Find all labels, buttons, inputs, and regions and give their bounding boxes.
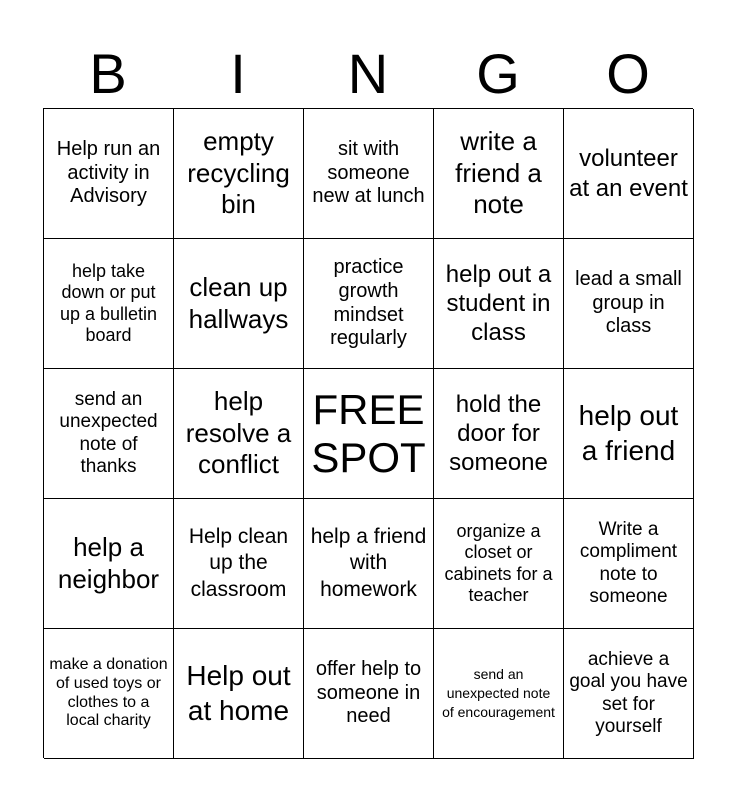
cell-text: help resolve a conflict: [185, 385, 292, 480]
bingo-cell[interactable]: [174, 109, 304, 239]
bingo-cell[interactable]: [44, 239, 174, 369]
bingo-cell[interactable]: [564, 499, 694, 629]
cell-text: send an unexpected note of encouragement: [442, 666, 555, 720]
cell-text: Write a compliment note to someone: [579, 518, 678, 607]
cell-text: Help clean up the classroom: [188, 525, 289, 601]
cell-text: help take down or put up a bulletin board: [59, 261, 158, 345]
header-letter-n: N: [347, 42, 389, 105]
bingo-cell[interactable]: [304, 629, 434, 759]
bingo-cell[interactable]: [434, 239, 564, 369]
cell-text: offer help to someone in need: [315, 658, 422, 728]
cell-text: FREE SPOT: [311, 386, 426, 481]
bingo-cell[interactable]: [44, 369, 174, 499]
header-letter-b: B: [89, 42, 127, 105]
cell-text: help a friend with homework: [310, 525, 427, 601]
free-spot-cell[interactable]: [304, 369, 434, 499]
cell-text: help out a friend: [578, 400, 679, 466]
cell-text: achieve a goal you have set for yourself: [569, 648, 688, 737]
cell-text: help out a student in class: [445, 260, 552, 347]
cell-text: Help run an activity in Advisory: [56, 138, 161, 208]
cell-text: organize a closet or cabinets for a teacher: [444, 521, 553, 605]
cell-text: clean up hallways: [188, 271, 289, 334]
bingo-cell[interactable]: [434, 369, 564, 499]
bingo-cell[interactable]: [304, 239, 434, 369]
cell-text: practice growth mindset regularly: [330, 256, 407, 350]
bingo-cell[interactable]: [434, 499, 564, 629]
bingo-cell[interactable]: [564, 369, 694, 499]
cell-text: write a friend a note: [455, 125, 542, 220]
cell-text: Help out at home: [186, 660, 291, 726]
bingo-cell[interactable]: [44, 499, 174, 629]
bingo-cell[interactable]: [174, 499, 304, 629]
bingo-board: [43, 108, 693, 758]
header-letter-i: I: [230, 42, 246, 105]
bingo-header: [43, 40, 693, 108]
header-letter-g: G: [476, 42, 520, 105]
bingo-cell[interactable]: [434, 109, 564, 239]
cell-text: sit with someone new at lunch: [312, 138, 425, 208]
bingo-cell[interactable]: [174, 239, 304, 369]
bingo-cell[interactable]: [564, 239, 694, 369]
cell-text: send an unexpected note of thanks: [59, 388, 158, 477]
bingo-cell[interactable]: [174, 629, 304, 759]
bingo-cell[interactable]: [434, 629, 564, 759]
bingo-cell[interactable]: [564, 109, 694, 239]
cell-text: hold the door for someone: [449, 390, 548, 477]
bingo-cell[interactable]: [44, 109, 174, 239]
header-letter-o: O: [606, 42, 650, 105]
cell-text: help a neighbor: [57, 531, 160, 594]
cell-text: empty recycling bin: [187, 125, 290, 220]
bingo-cell[interactable]: [564, 629, 694, 759]
cell-text: lead a small group in class: [575, 268, 682, 338]
bingo-cell[interactable]: [44, 629, 174, 759]
bingo-cell[interactable]: [174, 369, 304, 499]
cell-text: volunteer at an event: [569, 145, 688, 202]
bingo-cell[interactable]: [304, 109, 434, 239]
bingo-cell[interactable]: [304, 499, 434, 629]
cell-text: make a donation of used toys or clothes to a local charity: [49, 655, 168, 730]
